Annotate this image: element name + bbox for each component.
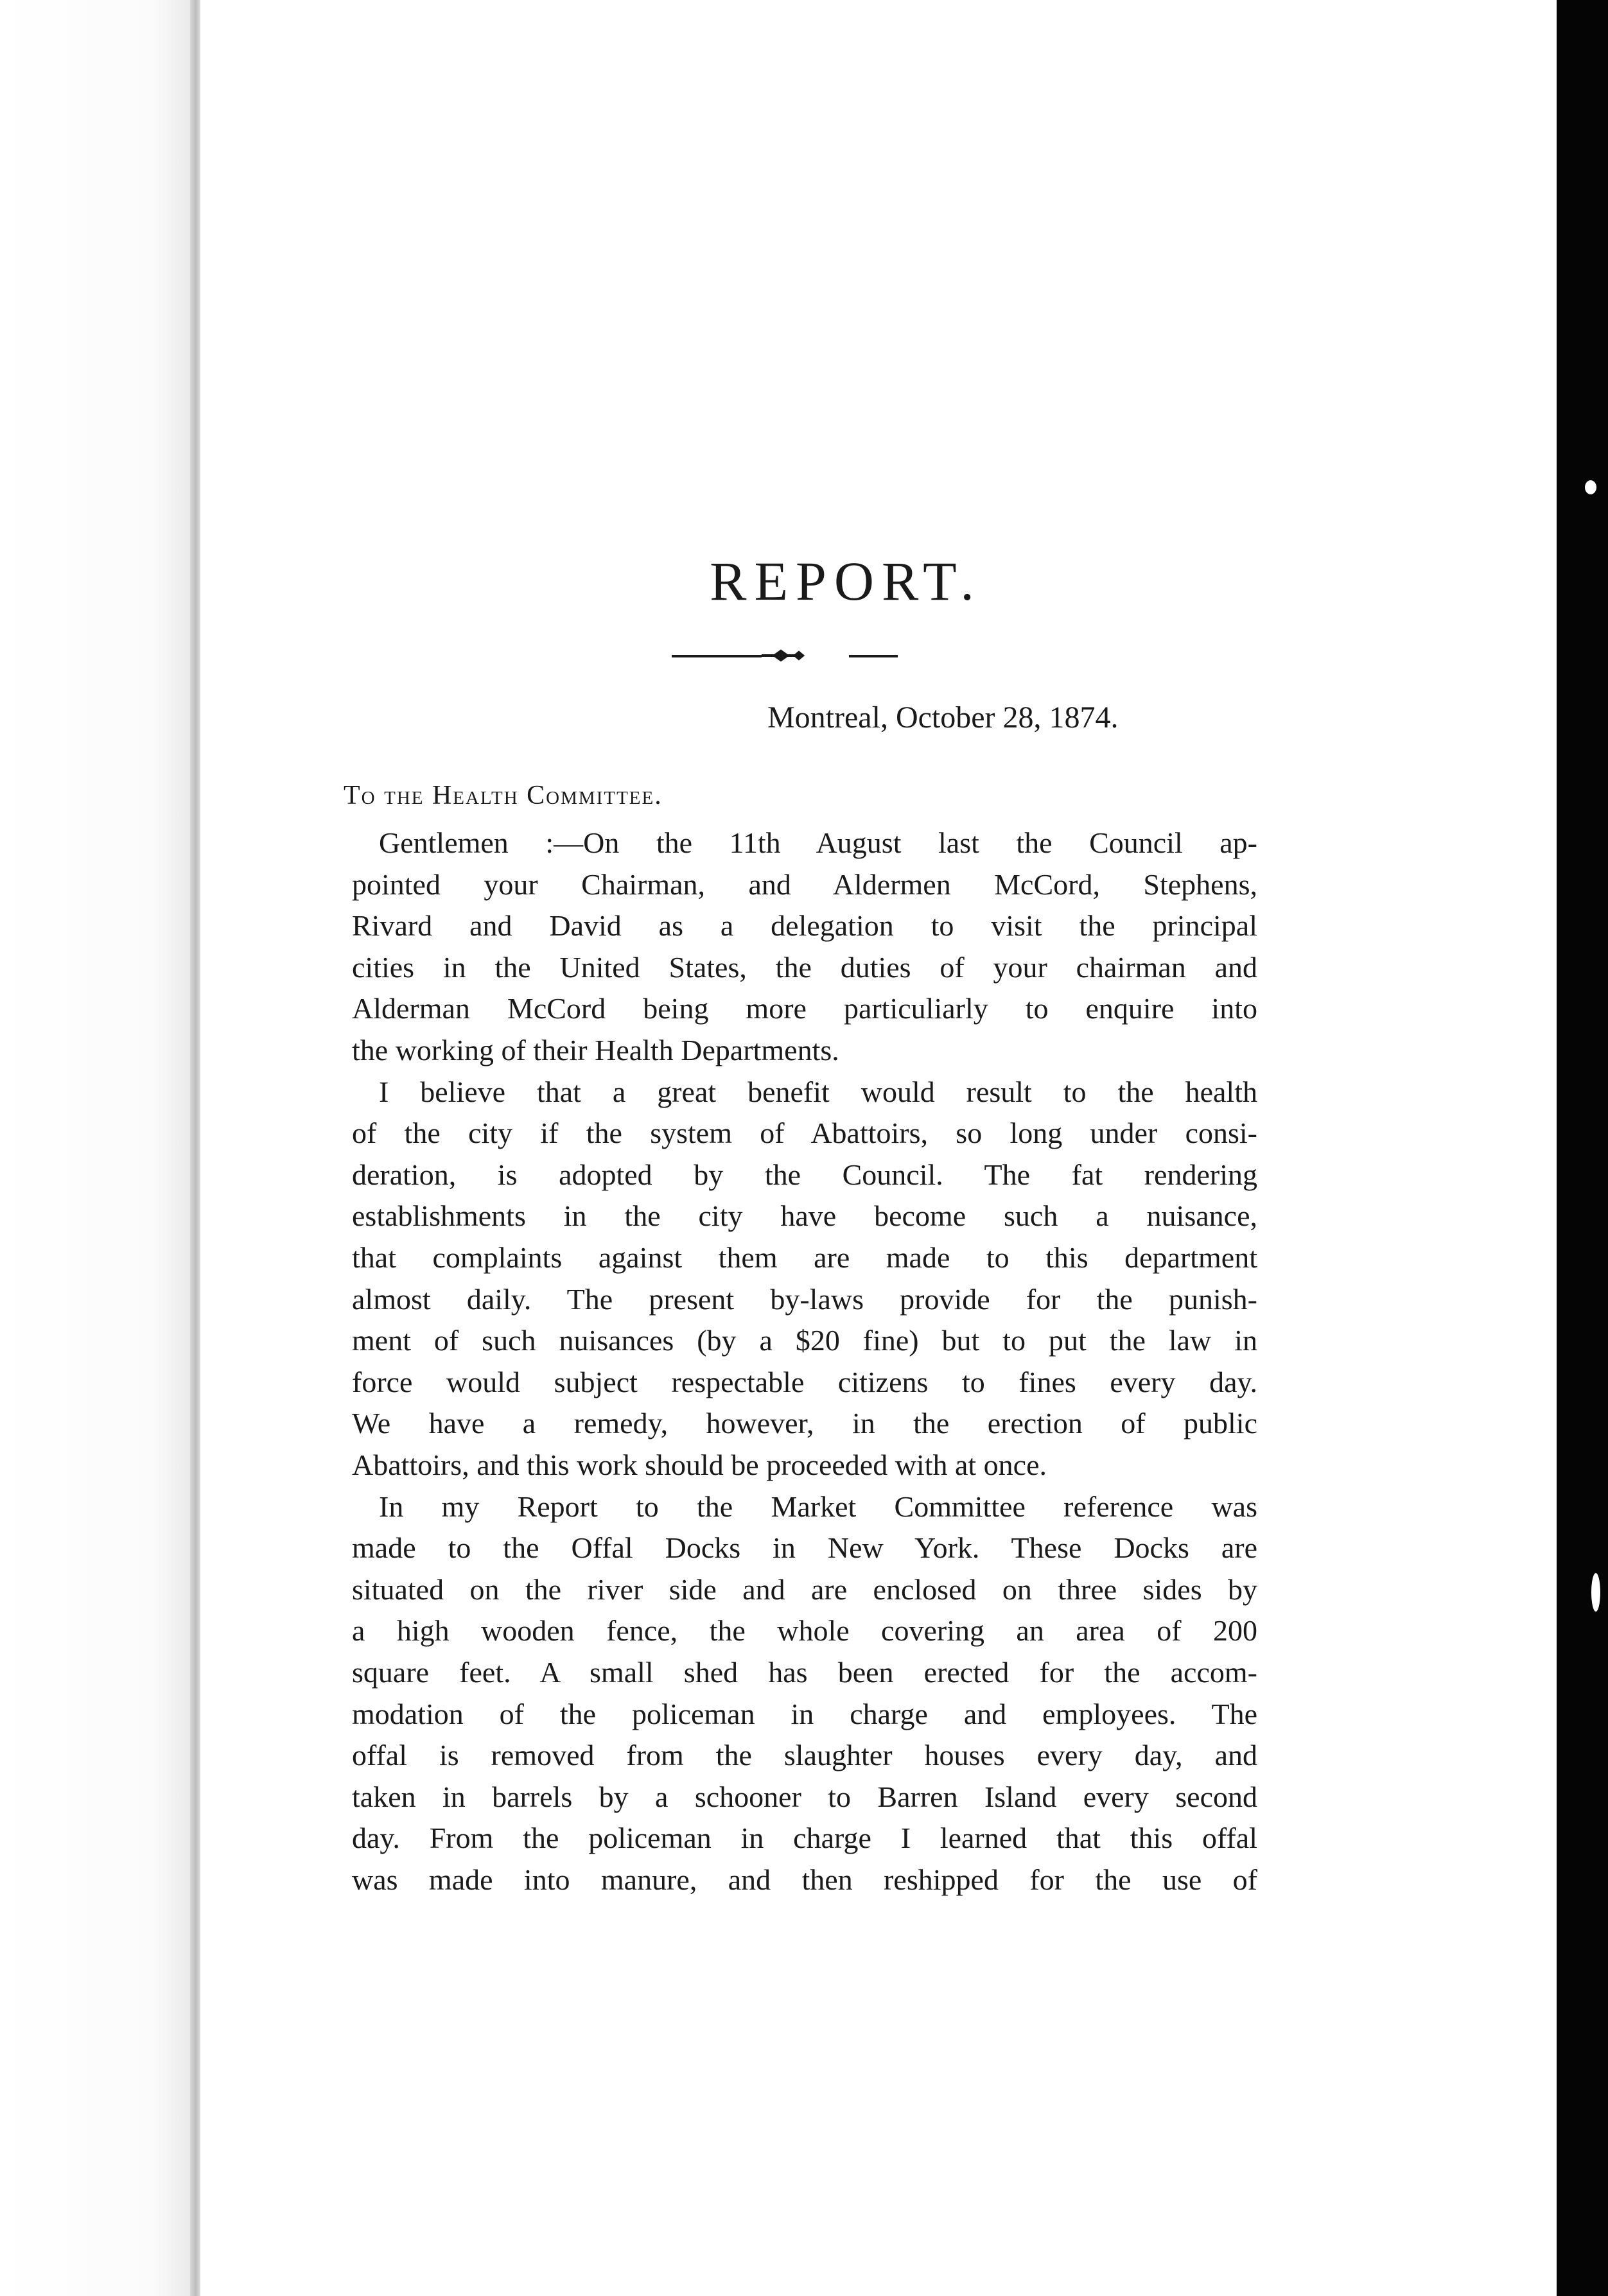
text-line: situated on the river side and are enclosed on three sides by xyxy=(352,1573,1257,1606)
facing-page-edge xyxy=(0,0,193,2296)
text-line: of the city if the system of Abattoirs, so long under consi- xyxy=(352,1117,1257,1149)
text-line: deration, is adopted by the Council. The fat rendering xyxy=(352,1158,1257,1191)
text-line: force would subject respectable citizens to fines every day. xyxy=(352,1366,1257,1398)
text-line: modation of the policeman in charge and employees. The xyxy=(352,1698,1257,1730)
scan-speck xyxy=(1516,2238,1554,2263)
text-line: We have a remedy, however, in the erection of public xyxy=(352,1407,1257,1439)
text-line: square feet. A small shed has been erected for the accom- xyxy=(352,1656,1257,1689)
title-rule-right xyxy=(849,655,898,657)
text-line: Alderman McCord being more particuliarly to enquire into xyxy=(352,992,1257,1025)
text-line: made to the Offal Docks in New York. These Docks are xyxy=(352,1531,1257,1564)
salutation: To the Health Committee. xyxy=(344,781,663,810)
scan-speck xyxy=(1585,480,1596,494)
text-line: ment of such nuisances (by a $20 fine) but to put the law in xyxy=(352,1324,1257,1357)
text-line: taken in barrels by a schooner to Barren Island every second xyxy=(352,1780,1257,1813)
scan-speck xyxy=(1591,1573,1600,1612)
text-line: the working of their Health Departments. xyxy=(352,1034,839,1066)
text-line: establishments in the city have become such a nuisance, xyxy=(352,1199,1257,1232)
text-line: pointed your Chairman, and Aldermen McCord, Stephens, xyxy=(352,868,1257,901)
scan-border xyxy=(1557,0,1608,2296)
dateline: Montreal, October 28, 1874. xyxy=(767,700,1119,735)
text-line: Rivard and David as a delegation to visit the principal xyxy=(352,909,1257,942)
text-line: cities in the United States, the duties of your chairman and xyxy=(352,951,1257,984)
text-line: Gentlemen :—On the 11th August last the Council ap- xyxy=(379,826,1257,859)
text-line: day. From the policeman in charge I learned that this offal xyxy=(352,1822,1257,1854)
text-line: almost daily. The present by-laws provide for the punish- xyxy=(352,1283,1257,1316)
title-rule-ornament xyxy=(762,648,810,663)
text-line: that complaints against them are made to this department xyxy=(352,1241,1257,1274)
text-line: In my Report to the Market Committee reference was xyxy=(379,1490,1257,1523)
text-line: offal is removed from the slaughter houses every day, and xyxy=(352,1739,1257,1771)
text-line: Abattoirs, and this work should be proceeded with at once. xyxy=(352,1448,1047,1481)
text-line: was made into manure, and then reshipped for the use of xyxy=(352,1863,1257,1896)
document-title: REPORT. xyxy=(710,550,982,612)
text-line: a high wooden fence, the whole covering an area of 200 xyxy=(352,1614,1257,1647)
title-rule-left xyxy=(672,655,762,657)
text-line: I believe that a great benefit would result to the health xyxy=(379,1075,1257,1108)
